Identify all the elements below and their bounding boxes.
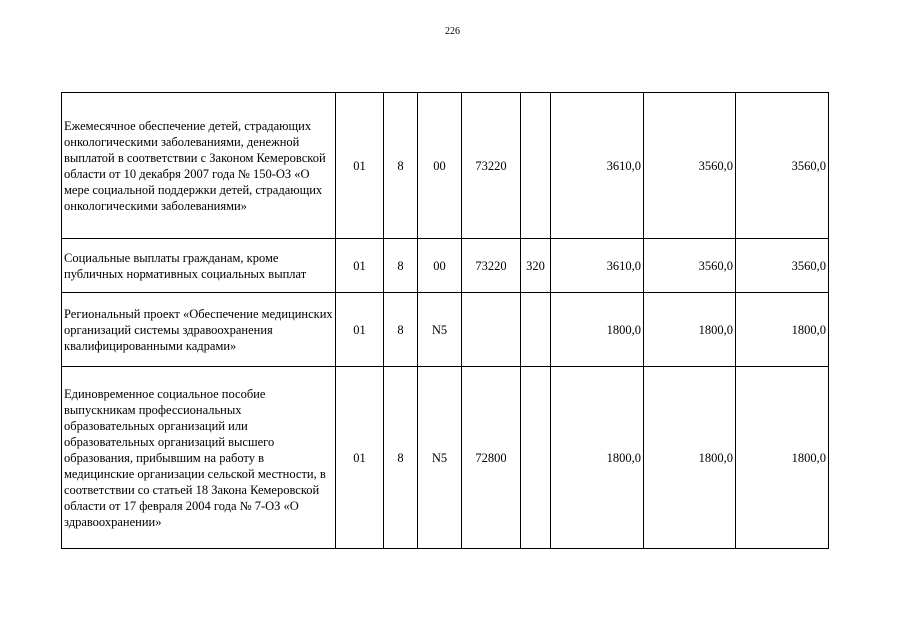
table-row [62,93,829,239]
row-description: Ежемесячное обеспечение детей, страдающих онкологическими заболеваниями, денежной выплатой в соответствии с Законом Кемеровской области от 10 декабря 2007 года № 150-ОЗ «О мере социальной поддержки детей, страдающих онкологическими заболеваниями» [62,93,336,239]
code-cell: 00 [418,93,462,239]
code-cell: N5 [418,367,462,549]
amount-cell: 1800,0 [644,367,736,549]
amount-cell: 3560,0 [644,93,736,239]
code-cell: 8 [384,293,418,367]
amount-cell: 3610,0 [551,239,644,293]
page-number: 226 [445,26,460,37]
code-cell: 8 [384,367,418,549]
table-row [62,293,829,367]
code-cell [521,293,551,367]
code-cell [521,93,551,239]
amount-cell: 3560,0 [644,239,736,293]
code-cell: 72800 [462,367,521,549]
code-cell: N5 [418,293,462,367]
amount-cell: 3560,0 [736,93,829,239]
amount-cell: 1800,0 [736,367,829,549]
amount-cell: 1800,0 [551,367,644,549]
table-row [62,367,829,549]
code-cell: 8 [384,93,418,239]
amount-cell: 1800,0 [551,293,644,367]
row-description: Единовременное социальное пособие выпускникам профессиональных образовательных организаций или образовательных организаций высшего образования, прибывшим на работу в медицинские организации сельской местности, в соответствии со статьей 18 Закона Кемеровской области от 17 февраля 2004 года № 7-ОЗ «О здравоохранении» [62,367,336,549]
row-description: Региональный проект «Обеспечение медицинских организаций системы здравоохранения квалифицированными кадрами» [62,293,336,367]
code-cell: 73220 [462,239,521,293]
code-cell: 01 [336,367,384,549]
code-cell: 01 [336,239,384,293]
code-cell: 8 [384,239,418,293]
row-description: Социальные выплаты гражданам, кроме публичных нормативных социальных выплат [62,239,336,293]
code-cell: 320 [521,239,551,293]
table-row [62,239,829,293]
budget-table [61,92,829,549]
amount-cell: 1800,0 [736,293,829,367]
amount-cell: 1800,0 [644,293,736,367]
code-cell [462,293,521,367]
code-cell: 01 [336,293,384,367]
code-cell [521,367,551,549]
code-cell: 73220 [462,93,521,239]
code-cell: 00 [418,239,462,293]
code-cell: 01 [336,93,384,239]
amount-cell: 3560,0 [736,239,829,293]
amount-cell: 3610,0 [551,93,644,239]
